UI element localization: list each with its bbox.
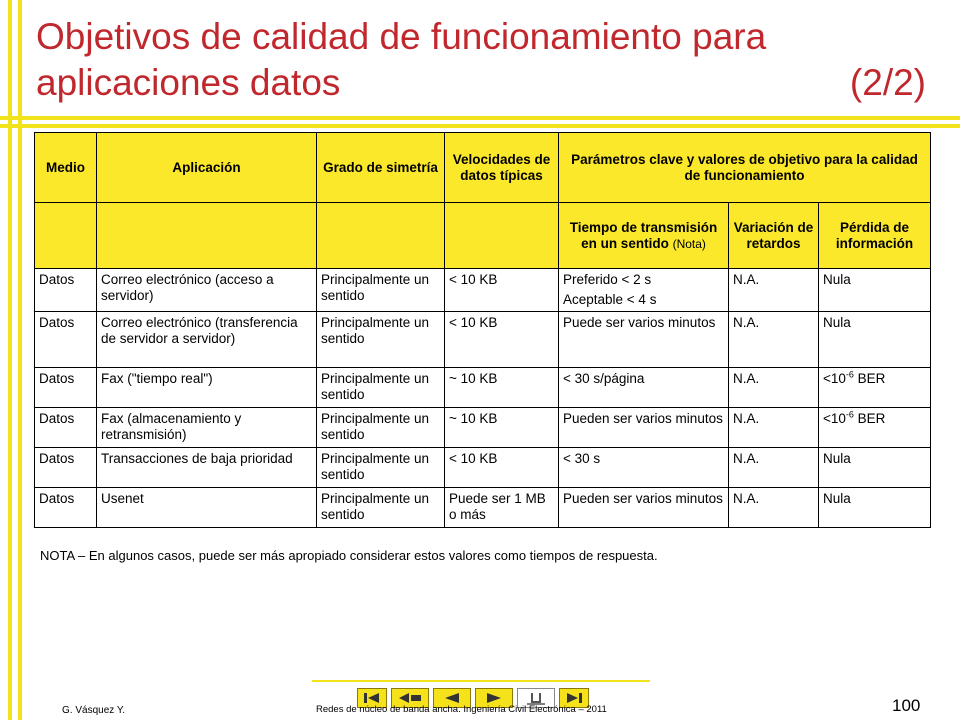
cell-aplicacion: Transacciones de baja prioridad — [97, 448, 317, 488]
cell-medio: Datos — [35, 312, 97, 368]
cell-grado: Principalmente un sentido — [317, 448, 445, 488]
table-row — [35, 488, 931, 528]
cell-perdida: Nula — [819, 312, 931, 368]
subheader-empty-1 — [35, 203, 97, 269]
cell-velocidad: < 10 KB — [445, 312, 559, 368]
cell-tiempo: Puede ser varios minutos — [559, 312, 729, 368]
rewind-icon — [397, 692, 423, 704]
left-rule-outer — [8, 0, 12, 720]
subheader-perdida: Pérdida de información — [819, 203, 931, 269]
title-rule-top — [0, 116, 960, 120]
cell-tiempo-preferido: Preferido < 2 s — [563, 272, 652, 287]
table-row — [35, 368, 931, 408]
cell-perdida: Nula — [819, 448, 931, 488]
cell-tiempo: < 30 s — [559, 448, 729, 488]
cell-medio: Datos — [35, 269, 97, 312]
cell-aplicacion: Correo electrónico (acceso a servidor) — [97, 269, 317, 312]
header-grado: Grado de simetría — [317, 133, 445, 203]
footer-course: Redes de núcleo de banda ancha. Ingeniería Civil Electrónica – 2011 — [316, 704, 607, 715]
cell-grado: Principalmente un sentido — [317, 368, 445, 408]
title-rule-bottom — [0, 124, 960, 128]
cell-velocidad: Puede ser 1 MB o más — [445, 488, 559, 528]
cell-medio: Datos — [35, 488, 97, 528]
table-header-row — [35, 133, 931, 203]
header-aplicacion: Aplicación — [97, 133, 317, 203]
cell-grado: Principalmente un sentido — [317, 269, 445, 312]
cell-perdida-prefix: <10 — [823, 371, 846, 386]
cell-variacion: N.A. — [729, 312, 819, 368]
cell-variacion: N.A. — [729, 408, 819, 448]
cell-variacion: N.A. — [729, 448, 819, 488]
cell-aplicacion: Fax (almacenamiento y retransmisión) — [97, 408, 317, 448]
subheader-empty-2 — [97, 203, 317, 269]
subheader-variacion: Variación de retardos — [729, 203, 819, 269]
cell-perdida: Nula — [819, 488, 931, 528]
cell-grado: Principalmente un sentido — [317, 312, 445, 368]
cell-medio: Datos — [35, 408, 97, 448]
first-icon — [362, 692, 382, 704]
cell-perdida-suffix: BER — [853, 371, 886, 386]
header-medio: Medio — [35, 133, 97, 203]
cell-grado: Principalmente un sentido — [317, 408, 445, 448]
cell-perdida — [819, 408, 931, 448]
table-row — [35, 448, 931, 488]
cell-velocidad: < 10 KB — [445, 269, 559, 312]
page-number: 100 — [892, 696, 921, 715]
cell-tiempo: < 30 s/página — [559, 368, 729, 408]
left-rule-inner — [18, 0, 22, 720]
title-part-indicator: (2/2) — [849, 62, 926, 103]
cell-tiempo: Pueden ser varios minutos — [559, 408, 729, 448]
subheader-tiempo-nota: (Nota) — [672, 236, 706, 251]
slide-title — [36, 14, 926, 106]
cell-velocidad: ~ 10 KB — [445, 368, 559, 408]
subheader-empty-4 — [445, 203, 559, 269]
table-note: NOTA – En algunos casos, puede ser más apropiado considerar estos valores como tiempos de respuesta. — [40, 548, 658, 563]
cell-perdida-prefix: <10 — [823, 411, 846, 426]
subheader-tiempo — [559, 203, 729, 269]
table-row — [35, 408, 931, 448]
cell-variacion: N.A. — [729, 488, 819, 528]
home-icon — [523, 691, 549, 705]
cell-medio: Datos — [35, 368, 97, 408]
cell-tiempo: Pueden ser varios minutos — [559, 488, 729, 528]
cell-aplicacion: Correo electrónico (transferencia de servidor a servidor) — [97, 312, 317, 368]
cell-perdida — [819, 368, 931, 408]
table-row — [35, 269, 931, 312]
next-icon — [481, 692, 507, 704]
cell-tiempo — [559, 269, 729, 312]
cell-perdida: Nula — [819, 269, 931, 312]
cell-aplicacion: Fax ("tiempo real") — [97, 368, 317, 408]
header-velocidades: Velocidades de datos típicas — [445, 133, 559, 203]
title-line-2-text: aplicaciones datos — [36, 62, 341, 103]
previous-icon — [439, 692, 465, 704]
last-icon — [564, 692, 584, 704]
footer-author: G. Vásquez Y. — [62, 705, 126, 716]
cell-variacion: N.A. — [729, 269, 819, 312]
title-line-2 — [36, 60, 926, 106]
header-parametros: Parámetros clave y valores de objetivo para la calidad de funcionamiento — [559, 133, 931, 203]
cell-perdida-exponent: -6 — [845, 369, 854, 380]
cell-grado: Principalmente un sentido — [317, 488, 445, 528]
quality-objectives-table — [34, 132, 931, 528]
cell-aplicacion: Usenet — [97, 488, 317, 528]
cell-perdida-exponent: -6 — [845, 409, 854, 420]
subheader-empty-3 — [317, 203, 445, 269]
cell-velocidad: ~ 10 KB — [445, 408, 559, 448]
title-line-1: Objetivos de calidad de funcionamiento para — [36, 16, 767, 57]
table-row — [35, 312, 931, 368]
table-subheader-row — [35, 203, 931, 269]
cell-velocidad: < 10 KB — [445, 448, 559, 488]
cell-medio: Datos — [35, 448, 97, 488]
cell-variacion: N.A. — [729, 368, 819, 408]
cell-tiempo-aceptable: Aceptable < 4 s — [563, 292, 657, 307]
nav-rule — [312, 680, 650, 682]
subheader-tiempo-text: Tiempo de transmisión en un sentido — [569, 219, 718, 251]
cell-perdida-suffix: BER — [853, 411, 886, 426]
